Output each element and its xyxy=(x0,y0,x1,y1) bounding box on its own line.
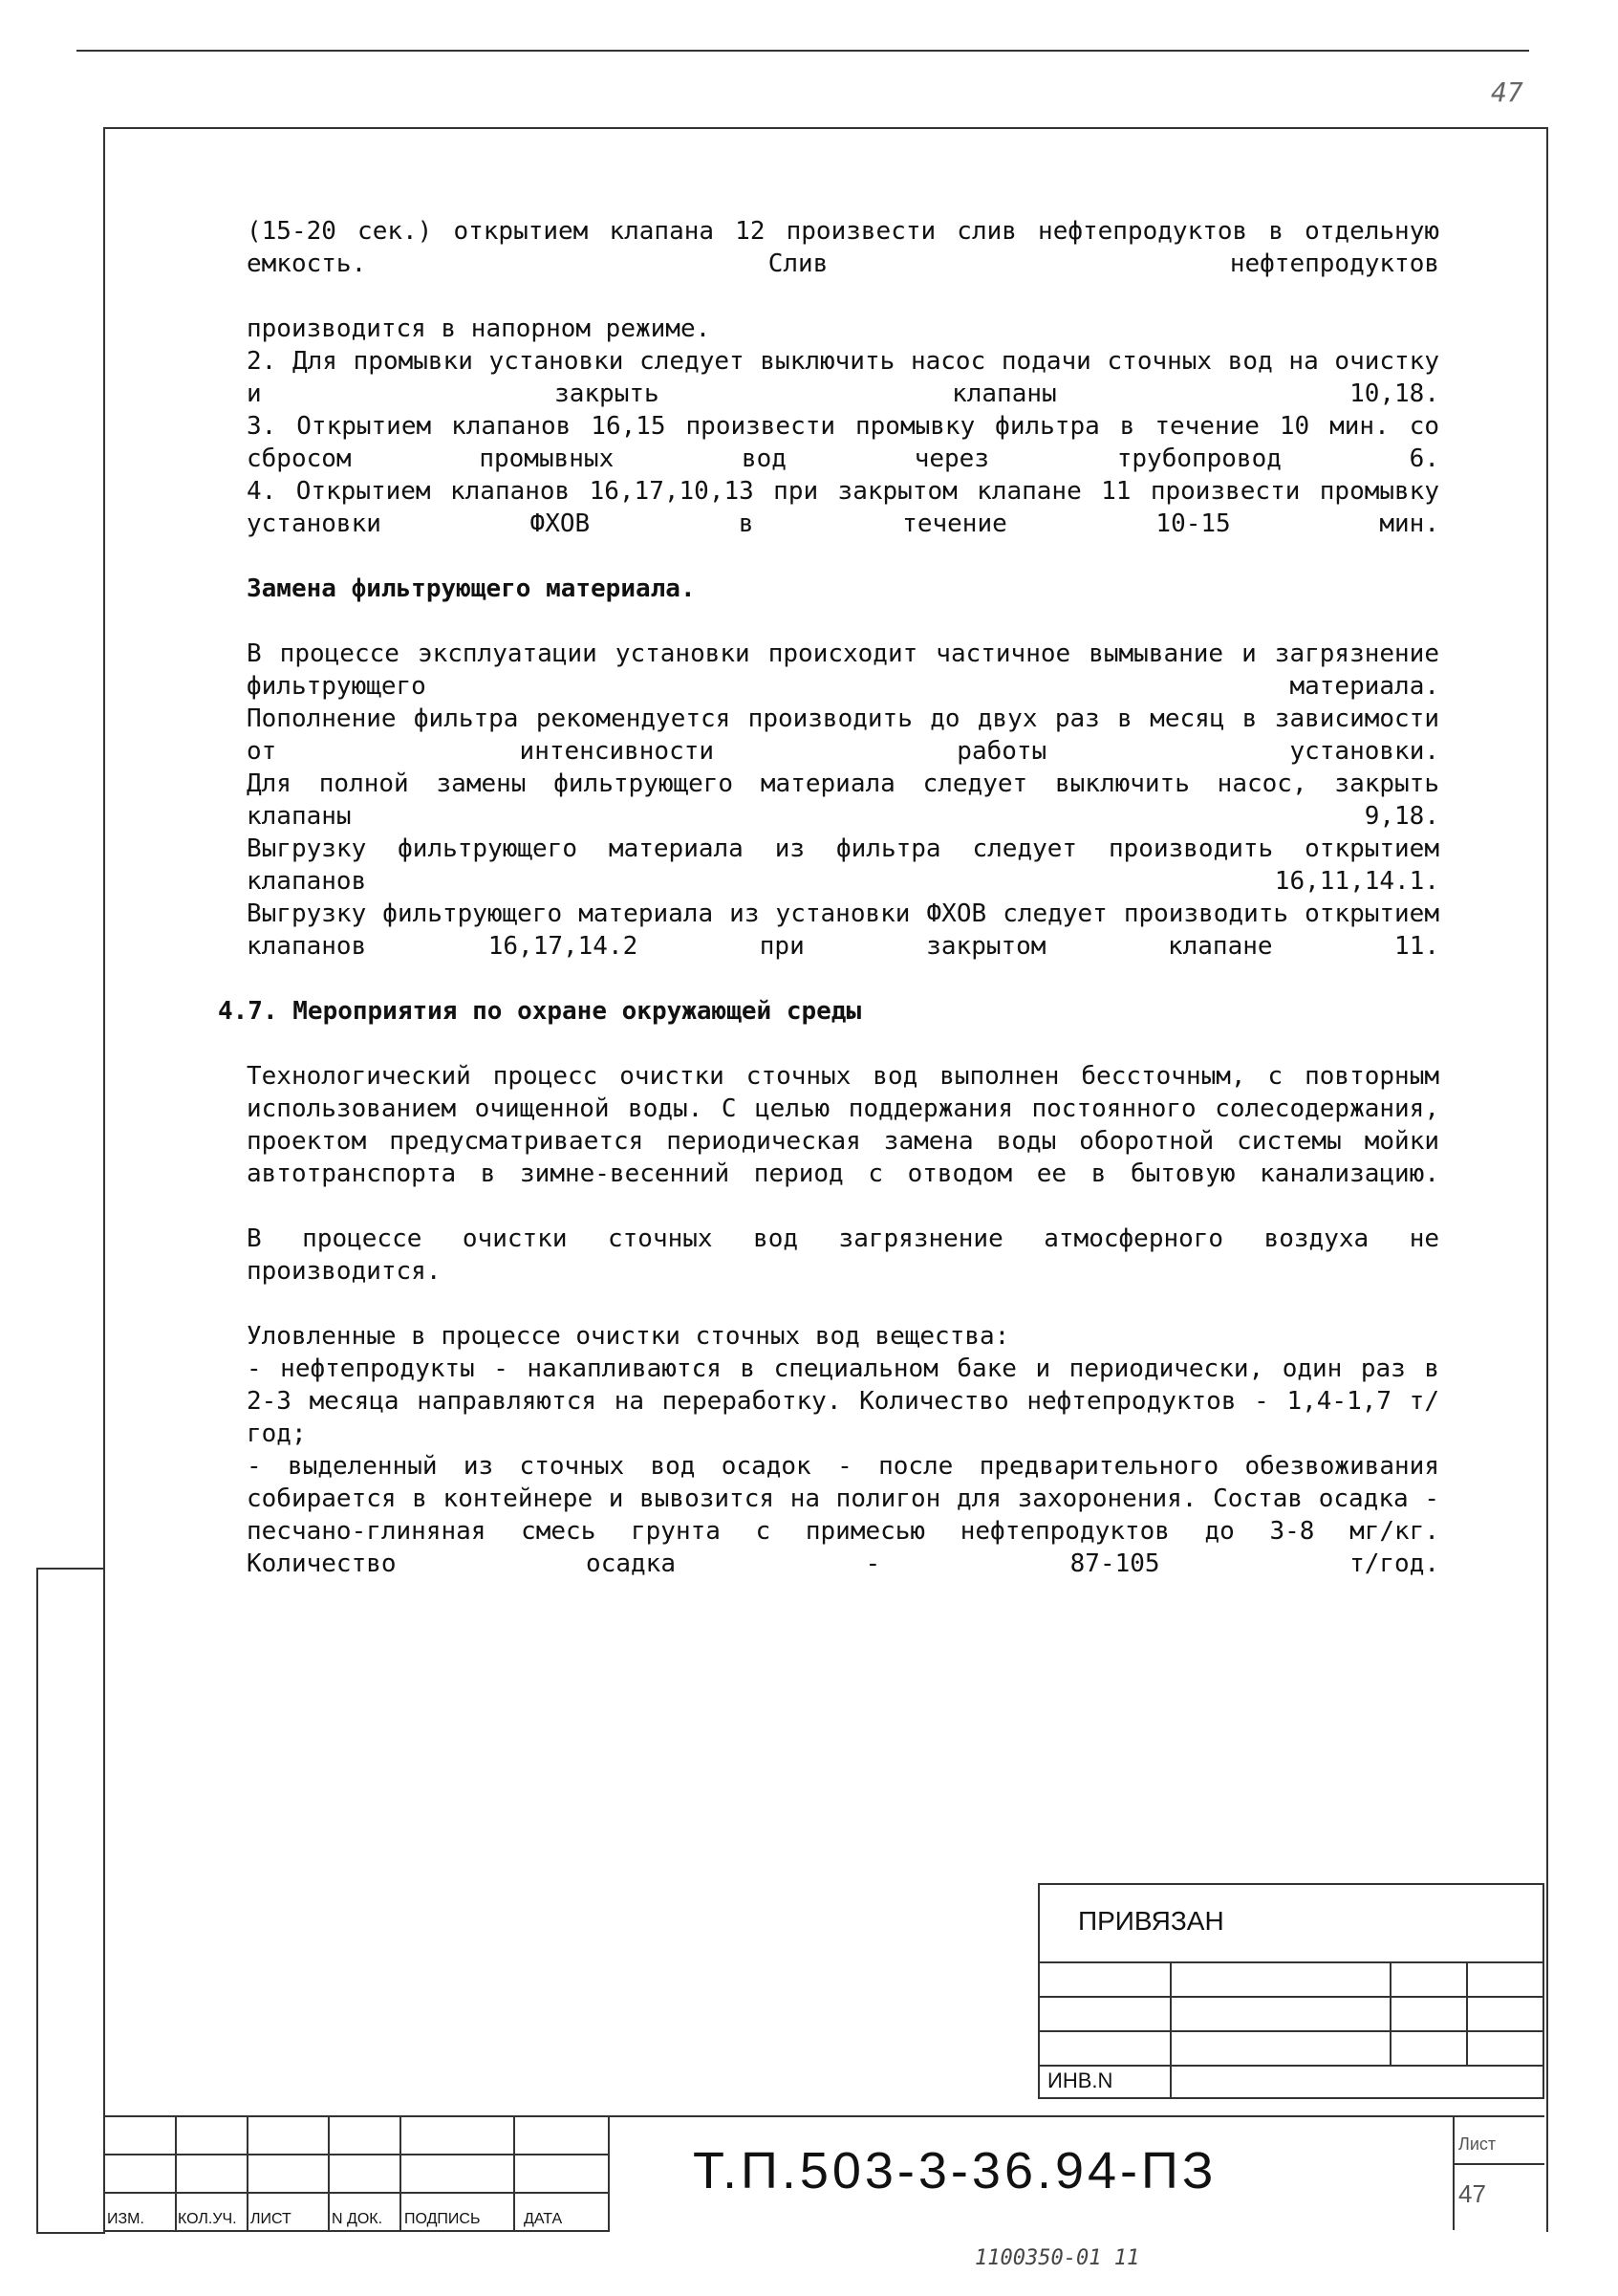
label-list: ЛИСТ xyxy=(250,2211,291,2227)
paragraph: Для полной замены фильтрующего материала следует выключить насос, закрыть клапаны 9,18. xyxy=(247,769,1439,831)
paragraph: Выгрузку фильтрующего материала из установки ФХОВ следует производить открытием клапанов 16,17,14.2 при закрытом клапане 11. xyxy=(247,899,1439,961)
document-code: Т.П.503-3-36.94-ПЗ xyxy=(693,2142,1218,2199)
paragraph: (15-20 сек.) открытием клапана 12 произвести слив нефтепродуктов в отдельную емкость. Слив нефтепродуктов xyxy=(247,217,1439,278)
sheet-divider xyxy=(1453,2115,1455,2230)
label-podpis: ПОДПИСЬ xyxy=(404,2211,481,2227)
paragraph: Технологический процесс очистки сточных вод выполнен бессточным, с повторным использованием очищенной воды. С целью поддержания постоянного солесодержания, проектом предусматривается периодическая замена воды оборотной системы мойки автотранспорта в зимне-весенний период с отводом ее в бытовую канализацию. xyxy=(247,1062,1439,1188)
paragraph: - выделенный из сточных вод осадок - после предварительного обезвоживания собирается в контейнере и вывозится на полигон для захоронения. Состав осадка - песчано-глиняная смесь грунта с примесью нефтепродуктов до 3-8 мг/кг. Количество осадка - 87-105 т/год. xyxy=(247,1452,1439,1578)
filter-heading: Замена фильтрующего материала. xyxy=(247,574,696,603)
paragraph: Выгрузку фильтрующего материала из фильтра следует производить открытием клапанов 16,11,14.1. xyxy=(247,834,1439,896)
corner-mark: 47 xyxy=(1491,76,1523,108)
paragraph: Пополнение фильтра рекомендуется производить до двух раз в месяц в зависимости от интенсивности работы установки. xyxy=(247,704,1439,766)
body-text xyxy=(218,215,1439,1580)
inv-no-label: ИНВ.N xyxy=(1047,2069,1113,2092)
paragraph: - нефтепродукты - накапливаются в специальном баке и периодически, один раз в 2-3 месяца направляются на переработку. Количество нефтепродуктов - 1,4-1,7 т/год; xyxy=(247,1354,1439,1448)
label-n-dok: N ДОК. xyxy=(332,2211,383,2227)
label-izm: ИЗМ. xyxy=(107,2211,144,2227)
sheet-divider-h xyxy=(1453,2163,1544,2165)
left-margin-box xyxy=(36,1568,105,2234)
paragraph: В процессе очистки сточных вод загрязнение атмосферного воздуха не производится. xyxy=(247,1224,1439,1286)
paragraph: 3. Открытием клапанов 16,15 произвести промывку фильтра в течение 10 мин. со сбросом промывных вод через трубопровод 6. xyxy=(247,412,1439,473)
paragraph: 4. Открытием клапанов 16,17,10,13 при закрытом клапане 11 произвести промывку установки ФХОВ в течение 10-15 мин. xyxy=(247,477,1439,538)
top-rule xyxy=(76,50,1529,52)
sheet-number: 47 xyxy=(1458,2179,1486,2208)
paragraph: производится в напорном режиме. xyxy=(247,314,711,343)
paragraph: Уловленные в процессе очистки сточных вод вещества: xyxy=(247,1322,1010,1351)
paragraph: В процессе эксплуатации установки происходит частичное вымывание и загрязнение фильтрующего материала. xyxy=(247,639,1439,701)
section-heading: 4.7. Мероприятия по охране окружающей среды xyxy=(218,997,862,1026)
privyazan-label: ПРИВЯЗАН xyxy=(1078,1906,1224,1936)
label-kol-uch: КОЛ.УЧ. xyxy=(178,2211,237,2227)
sheet-label: Лист xyxy=(1458,2134,1497,2154)
label-data: ДАТА xyxy=(524,2211,563,2227)
paragraph: 2. Для промывки установки следует выключить насос подачи сточных вод на очистку и закрыть клапаны 10,18. xyxy=(247,347,1439,408)
archive-number: 1100350-01 11 xyxy=(975,2246,1140,2270)
